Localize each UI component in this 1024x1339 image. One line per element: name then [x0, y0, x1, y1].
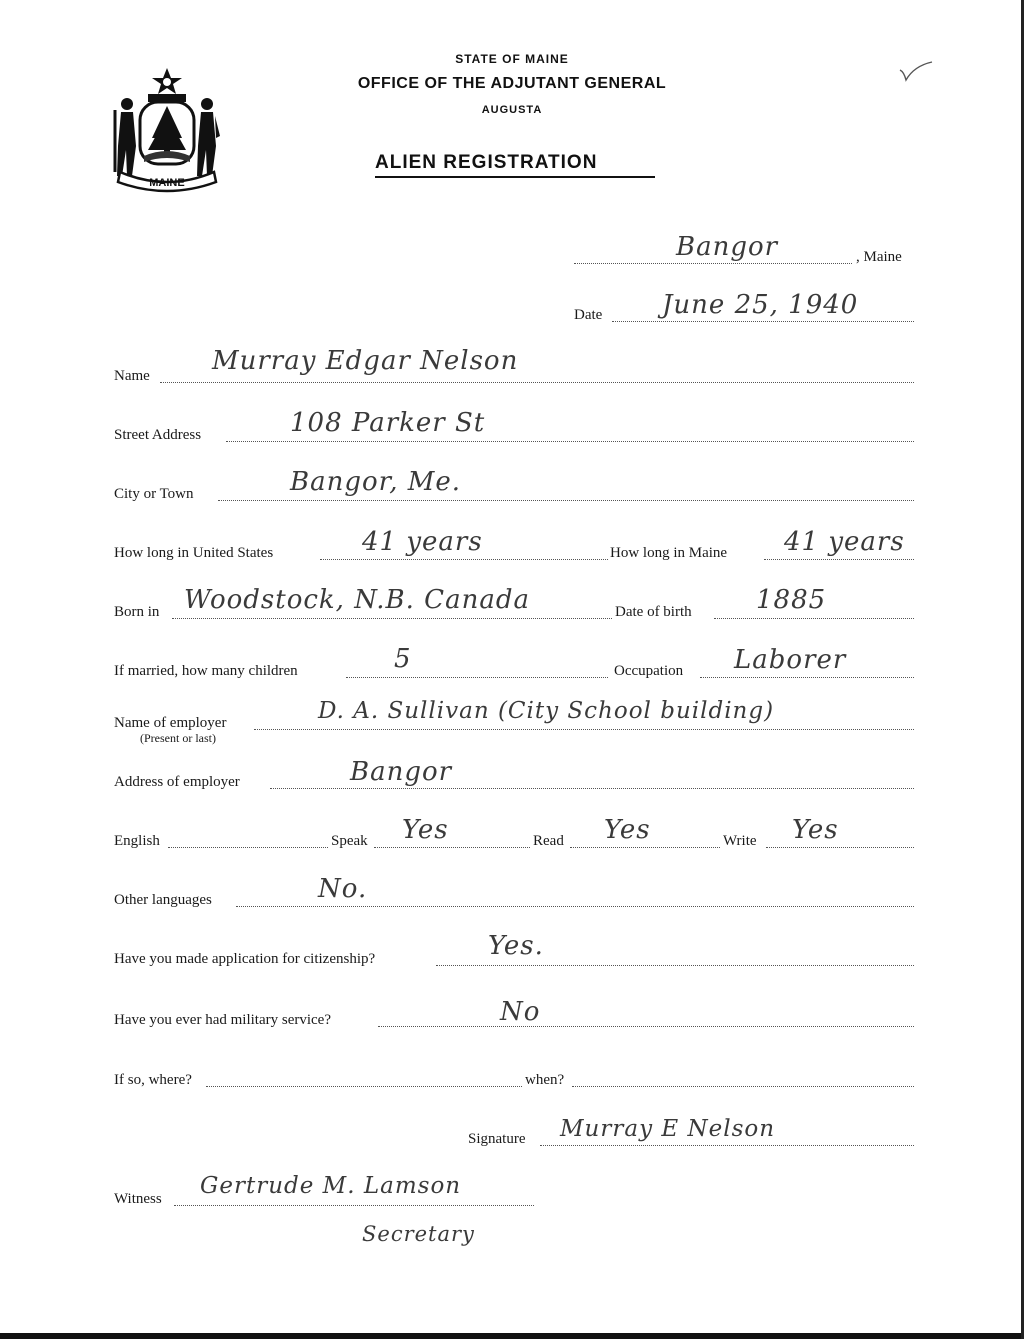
- employer-address-label: Address of employer: [114, 774, 240, 790]
- us-years-value: 41 years: [362, 527, 483, 557]
- read-line: [570, 847, 720, 848]
- date-value: June 25, 1940: [662, 290, 859, 320]
- employer-sublabel: (Present or last): [140, 731, 216, 745]
- employer-address-line: [270, 788, 914, 789]
- maine-years-value: 41 years: [784, 527, 905, 557]
- military-line: [378, 1026, 914, 1027]
- street-line: [226, 441, 914, 442]
- employer-address-value: Bangor: [350, 757, 453, 787]
- witness-label: Witness: [114, 1191, 162, 1207]
- us-years-line: [320, 559, 608, 560]
- born-value: Woodstock, N.B. Canada: [184, 585, 530, 615]
- witness-line: [174, 1205, 534, 1206]
- employer-value: D. A. Sullivan (City School building): [318, 698, 775, 724]
- citizenship-value: Yes.: [488, 931, 544, 961]
- name-value: Murray Edgar Nelson: [212, 346, 519, 376]
- children-label: If married, how many children: [114, 663, 298, 679]
- place-value: Bangor: [676, 232, 779, 262]
- street-value: 108 Parker St: [290, 408, 486, 438]
- where-line: [206, 1086, 522, 1087]
- signature-line: [540, 1145, 914, 1146]
- witness-value: Gertrude M. Lamson: [200, 1173, 462, 1199]
- place-line: [574, 263, 852, 264]
- dob-line: [714, 618, 914, 619]
- maine-years-line: [764, 559, 914, 560]
- name-label: Name: [114, 368, 150, 384]
- check-mark-icon: [898, 60, 934, 82]
- occupation-line: [700, 677, 914, 678]
- write-line: [766, 847, 914, 848]
- write-value: Yes: [792, 815, 839, 845]
- city-label: City or Town: [114, 486, 194, 502]
- scan-bottom-border: [0, 1333, 1024, 1339]
- other-languages-line: [236, 906, 914, 907]
- other-languages-value: No.: [318, 874, 368, 904]
- born-line: [172, 618, 612, 619]
- header-city: AUGUSTA: [481, 104, 543, 116]
- when-line: [572, 1086, 914, 1087]
- write-label: Write: [723, 833, 757, 849]
- military-label: Have you ever had military service?: [114, 1012, 331, 1028]
- header-state: STATE OF MAINE: [455, 52, 569, 66]
- read-value: Yes: [604, 815, 651, 845]
- signature-value: Murray E Nelson: [560, 1116, 776, 1142]
- occupation-label: Occupation: [614, 663, 684, 679]
- speak-value: Yes: [402, 815, 449, 845]
- speak-line: [374, 847, 530, 848]
- maine-years-label: How long in Maine: [610, 545, 728, 561]
- when-label: when?: [525, 1072, 565, 1088]
- born-label: Born in: [114, 604, 160, 620]
- employer-line: [254, 729, 914, 730]
- date-line: [612, 321, 914, 322]
- citizenship-line: [436, 965, 914, 966]
- english-label: English: [114, 833, 160, 849]
- citizenship-label: Have you made application for citizenship?: [114, 951, 376, 967]
- read-label: Read: [533, 833, 564, 849]
- children-value: 5: [394, 644, 412, 674]
- other-languages-label: Other languages: [114, 892, 212, 908]
- witness-title: Secretary: [362, 1222, 475, 1246]
- street-label: Street Address: [114, 427, 202, 443]
- military-value: No: [500, 997, 541, 1027]
- dob-label: Date of birth: [615, 604, 692, 620]
- place-suffix: , Maine: [856, 249, 902, 265]
- city-line: [218, 500, 914, 501]
- speak-label: Speak: [331, 833, 368, 849]
- children-line: [346, 677, 608, 678]
- dob-value: 1885: [756, 585, 827, 615]
- occupation-value: Laborer: [734, 645, 847, 675]
- english-line: [168, 847, 328, 848]
- name-line: [160, 382, 914, 383]
- seal-banner-text: MAINE: [149, 177, 185, 189]
- where-label: If so, where?: [114, 1072, 192, 1088]
- signature-label: Signature: [468, 1131, 526, 1147]
- city-value: Bangor, Me.: [290, 467, 462, 497]
- us-years-label: How long in United States: [114, 545, 274, 561]
- header-office: OFFICE OF THE ADJUTANT GENERAL: [357, 75, 667, 92]
- date-label: Date: [574, 307, 603, 323]
- employer-label: Name of employer: [114, 715, 227, 731]
- form-title: ALIEN REGISTRATION: [375, 152, 655, 178]
